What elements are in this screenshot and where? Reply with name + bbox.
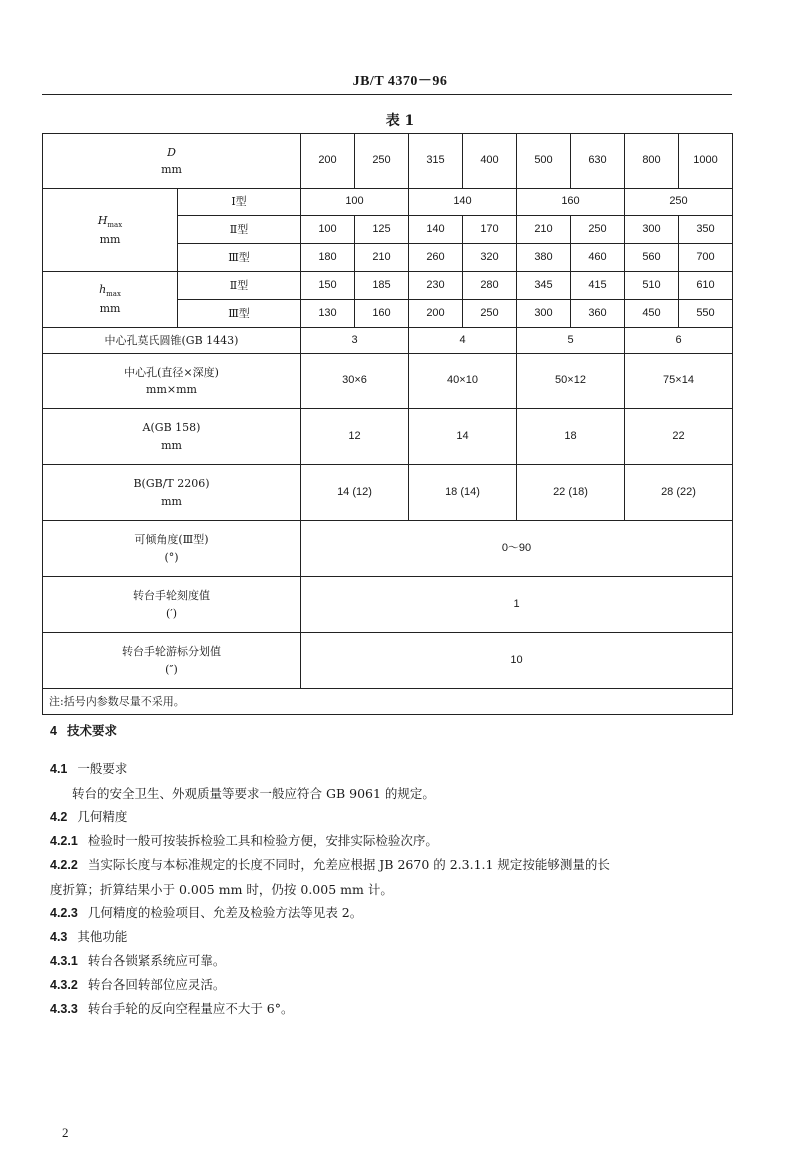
table-row-h-type1 (43, 189, 733, 216)
a-label: A(GB 158) (142, 421, 201, 435)
h-type2-value: 300 (625, 216, 679, 244)
a-header (43, 409, 301, 465)
scale-header (43, 577, 301, 633)
b-value: 22 (18) (517, 465, 625, 521)
table-row-note (43, 689, 733, 715)
h-type1-value: 160 (517, 189, 625, 216)
h-type3-value: 180 (301, 244, 355, 272)
section-4-1-text: 转台的安全卫生、外观质量等要求一般应符合 GB 9061 的规定。 (72, 786, 435, 801)
b-header (43, 465, 301, 521)
section-number: 4 (50, 724, 57, 738)
hs-type3-value: 160 (355, 300, 409, 328)
hs-type3-value: 200 (409, 300, 463, 328)
section-text: 转台各回转部位应灵活。 (87, 977, 226, 992)
table-caption: 表 1 (385, 113, 415, 129)
vernier-value: 10 (301, 633, 733, 689)
table-row-hs-type2 (43, 272, 733, 300)
section-text: 检验时一般可按装拆检验工具和检验方便，安排实际检验次序。 (87, 833, 438, 848)
a-value: 12 (301, 409, 409, 465)
morse-label: 中心孔莫氏圆锥(GB 1443) (43, 328, 301, 354)
scale-value: 1 (301, 577, 733, 633)
b-value: 14 (12) (301, 465, 409, 521)
section-4-3-2 (50, 976, 740, 994)
center-hole-value: 75×14 (625, 354, 733, 409)
tilt-unit: (°) (164, 550, 179, 564)
section-text: 几何精度的检验项目、允差及检验方法等见表 2。 (87, 905, 363, 920)
section-number: 4.2.3 (50, 906, 78, 920)
table-row-a (43, 409, 733, 465)
section-number: 4.2 (50, 810, 68, 824)
h-type2-value: 250 (571, 216, 625, 244)
b-label: B(GB/T 2206) (133, 477, 210, 491)
hs-type2-value: 230 (409, 272, 463, 300)
hs-max-subscript: max (106, 290, 121, 299)
h-type3-value: 260 (409, 244, 463, 272)
morse-value: 6 (625, 328, 733, 354)
table-row-d (43, 134, 733, 189)
section-4-2-heading (50, 808, 740, 826)
vernier-header (43, 633, 301, 689)
spec-table (42, 133, 733, 715)
vernier-label: 转台手轮游标分划值 (122, 645, 221, 659)
section-number: 4.2.2 (50, 858, 78, 872)
h-max-label: H (97, 213, 108, 227)
center-hole-label: 中心孔(直径×深度) (124, 365, 219, 379)
hs-type2-value: 185 (355, 272, 409, 300)
hs-type3-value: 550 (679, 300, 733, 328)
h-type3-value: 700 (679, 244, 733, 272)
section-4-2-1 (50, 832, 740, 850)
type-2-label: Ⅱ型 (178, 272, 301, 300)
h-type2-value: 140 (409, 216, 463, 244)
hs-type3-value: 450 (625, 300, 679, 328)
section-number: 4.3.2 (50, 978, 78, 992)
h-type3-value: 460 (571, 244, 625, 272)
type-1-label: Ⅰ型 (178, 189, 301, 216)
h-type1-value: 100 (301, 189, 409, 216)
a-value: 18 (517, 409, 625, 465)
hs-type3-value: 250 (463, 300, 517, 328)
hs-type3-value: 130 (301, 300, 355, 328)
type-3-label: Ⅲ型 (178, 244, 301, 272)
hs-type2-value: 345 (517, 272, 571, 300)
section-4-3-heading (50, 928, 740, 946)
b-value: 28 (22) (625, 465, 733, 521)
section-title: 其他功能 (77, 929, 128, 944)
morse-value: 4 (409, 328, 517, 354)
hs-type2-value: 280 (463, 272, 517, 300)
section-title: 一般要求 (77, 761, 128, 776)
section-4-2-2 (50, 856, 740, 874)
document-code: JB/T 4370－96 (352, 74, 448, 89)
b-unit: mm (161, 494, 182, 508)
section-4-2-2-continuation: 度折算；折算结果小于 0.005 mm 时，仍按 0.005 mm 计。 (50, 882, 393, 897)
h-type2-value: 170 (463, 216, 517, 244)
hs-type2-value: 510 (625, 272, 679, 300)
a-unit: mm (161, 438, 182, 452)
scale-label: 转台手轮刻度值 (133, 589, 210, 603)
center-hole-value: 30×6 (301, 354, 409, 409)
section-number: 4.2.1 (50, 834, 78, 848)
d-label: D (167, 145, 176, 159)
tilt-value: 0～90 (301, 521, 733, 577)
vernier-unit: (″) (165, 662, 178, 676)
type-3-label: Ⅲ型 (178, 300, 301, 328)
center-hole-header (43, 354, 301, 409)
h-type3-value: 560 (625, 244, 679, 272)
section-title: 技术要求 (66, 723, 117, 738)
type-2-label: Ⅱ型 (178, 216, 301, 244)
h-max-header (43, 189, 178, 272)
d-unit: mm (161, 163, 182, 176)
morse-value: 5 (517, 328, 625, 354)
b-value: 18 (14) (409, 465, 517, 521)
d-value: 315 (409, 134, 463, 189)
tilt-label: 可倾角度(Ⅲ型) (134, 533, 209, 547)
h-type3-value: 210 (355, 244, 409, 272)
d-value: 630 (571, 134, 625, 189)
section-4-2-3 (50, 904, 740, 922)
section-title: 几何精度 (77, 809, 128, 824)
table-row-morse (43, 328, 733, 354)
hs-type3-value: 360 (571, 300, 625, 328)
h-type2-value: 350 (679, 216, 733, 244)
h-max-unit: mm (99, 232, 121, 246)
d-value: 400 (463, 134, 517, 189)
d-value: 200 (301, 134, 355, 189)
section-4-heading (50, 722, 740, 740)
hs-type2-value: 610 (679, 272, 733, 300)
h-max-subscript: max (107, 221, 123, 230)
hs-type2-value: 415 (571, 272, 625, 300)
section-number: 4.1 (50, 762, 68, 776)
hs-max-header (43, 272, 178, 328)
header-divider (42, 94, 732, 95)
table-row-tilt (43, 521, 733, 577)
scale-unit: (′) (165, 606, 178, 620)
h-type3-value: 320 (463, 244, 517, 272)
section-number: 4.3 (50, 930, 68, 944)
h-type2-value: 100 (301, 216, 355, 244)
section-text: 转台各锁紧系统应可靠。 (87, 953, 226, 968)
a-value: 14 (409, 409, 517, 465)
hs-max-unit: mm (99, 302, 121, 316)
section-number: 4.3.3 (50, 1002, 78, 1016)
section-text: 当实际长度与本标准规定的长度不同时，允差应根据 JB 2670 的 2.3.1.1 规定按能够测量的长 (87, 857, 610, 872)
h-type1-value: 140 (409, 189, 517, 216)
a-value: 22 (625, 409, 733, 465)
section-text: 转台手轮的反向空程量应不大于 6°。 (87, 1001, 294, 1016)
section-number: 4.3.1 (50, 954, 78, 968)
hs-max-label: h (99, 283, 107, 297)
hs-type2-value: 150 (301, 272, 355, 300)
d-value: 500 (517, 134, 571, 189)
d-value: 250 (355, 134, 409, 189)
h-type2-value: 125 (355, 216, 409, 244)
section-4-3-1 (50, 952, 740, 970)
center-hole-unit: mm×mm (146, 383, 197, 396)
h-type1-value: 250 (625, 189, 733, 216)
tilt-header (43, 521, 301, 577)
page-number: 2 (62, 1125, 69, 1140)
h-type3-value: 380 (517, 244, 571, 272)
section-4-1-heading (50, 760, 740, 778)
morse-value: 3 (301, 328, 409, 354)
table-row-b (43, 465, 733, 521)
table-row-scale (43, 577, 733, 633)
d-header (43, 134, 301, 189)
h-type2-value: 210 (517, 216, 571, 244)
table-note: 注:括号内参数尽量不采用。 (43, 689, 733, 715)
d-value: 1000 (679, 134, 733, 189)
hs-type3-value: 300 (517, 300, 571, 328)
table-row-center-hole (43, 354, 733, 409)
table-row-vernier (43, 633, 733, 689)
d-value: 800 (625, 134, 679, 189)
center-hole-value: 40×10 (409, 354, 517, 409)
section-4-3-3 (50, 1000, 740, 1018)
center-hole-value: 50×12 (517, 354, 625, 409)
